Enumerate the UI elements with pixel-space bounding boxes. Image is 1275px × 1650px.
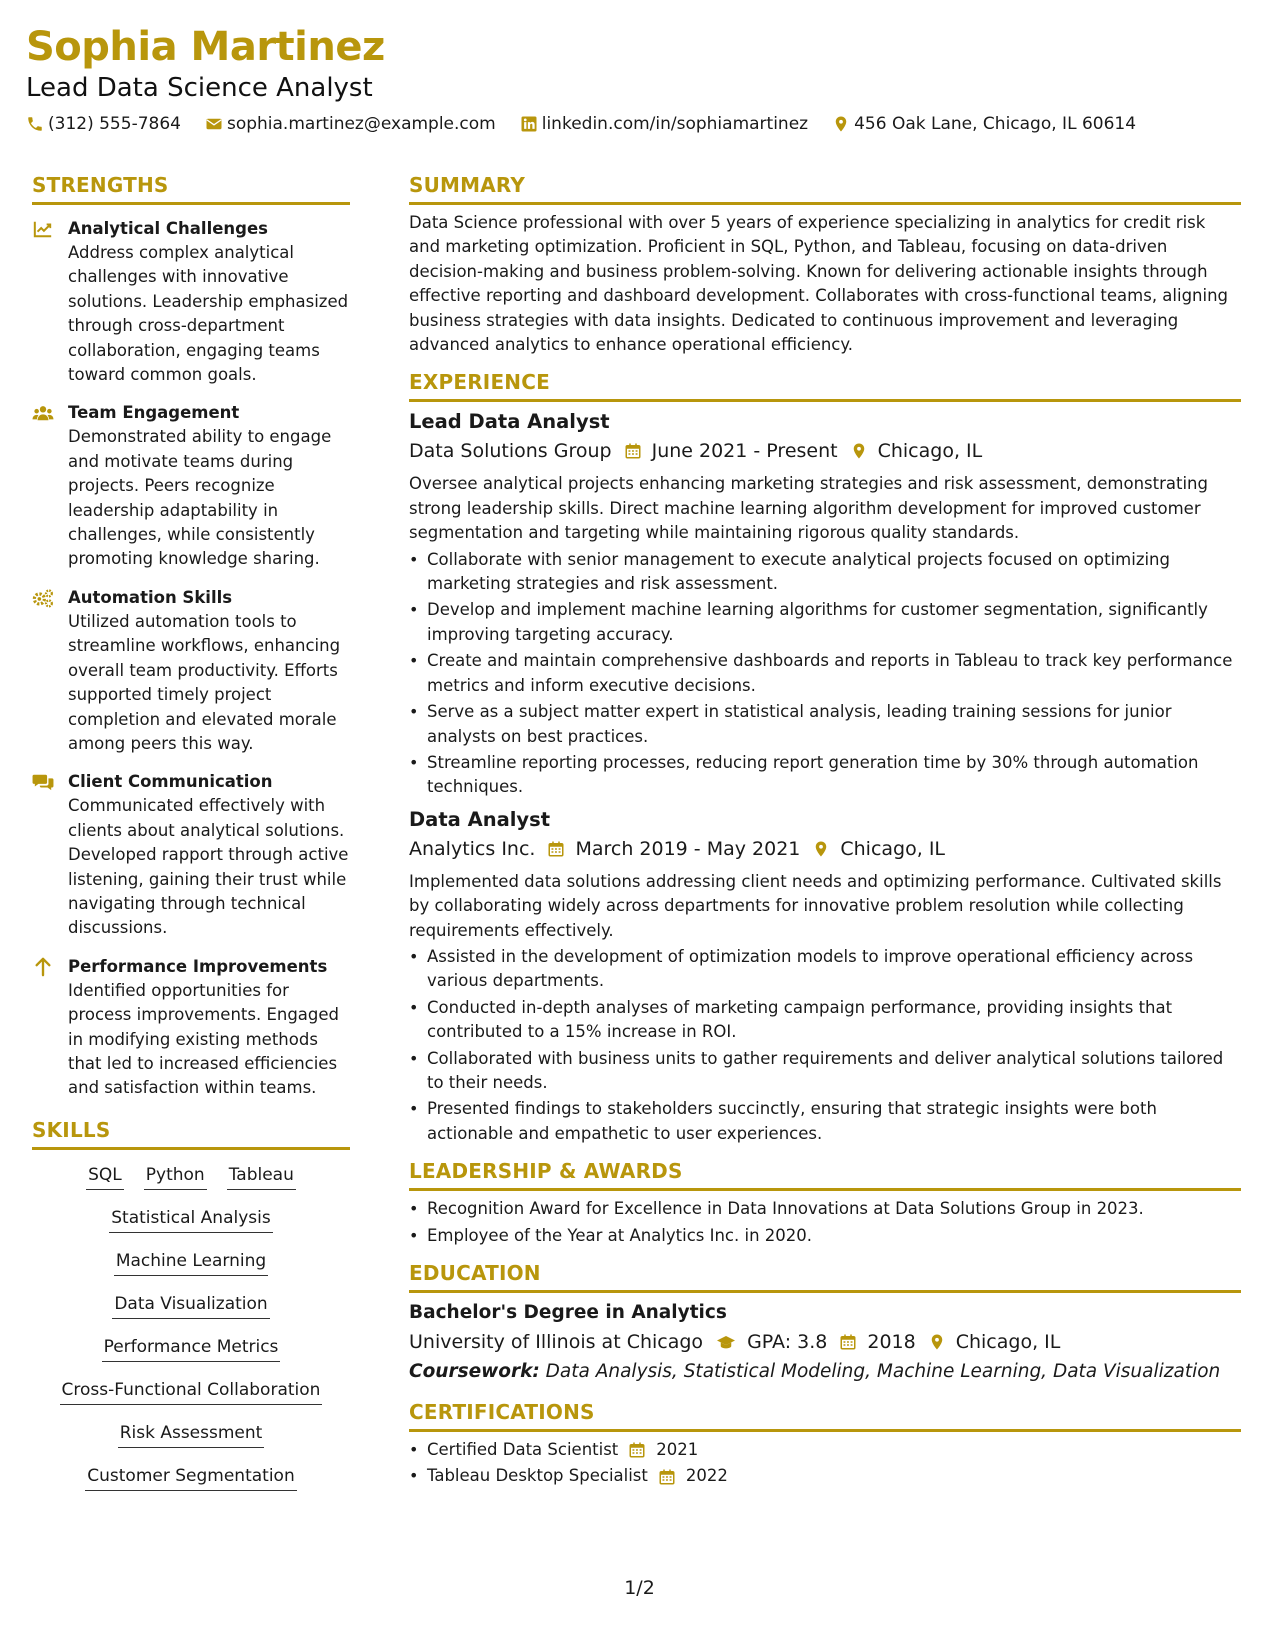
strength-desc: Demonstrated ability to engage and motivate teams during projects. Peers recognize leadership adaptability in challenges, while consistently promoting knowledge sharing. [68,427,332,569]
page-number: 1/2 [624,1577,655,1599]
resume-header [26,22,1249,134]
skill-tag: SQL [86,1164,124,1190]
strength-title: Performance Improvements [68,956,328,976]
calendar-icon [624,442,642,460]
phone-icon [26,115,44,133]
map-marker-icon [832,115,850,133]
skill-tag: Python [144,1164,207,1190]
strengths-list [32,217,350,1101]
skill-row [32,1207,350,1233]
strength-title: Team Engagement [68,403,240,423]
leadership-list [409,1197,1241,1248]
skill-row [32,1164,350,1190]
linkedin-icon [520,115,538,133]
strength-item [32,586,350,756]
graduation-year: 2018 [867,1331,916,1353]
skill-row [32,1250,350,1276]
certifications-list [409,1438,1241,1489]
summary-heading: SUMMARY [409,172,1241,205]
candidate-name: Sophia Martinez [26,24,385,70]
job-meta [409,834,1241,864]
graduation-cap-icon [715,1333,737,1351]
job-location-group [850,436,983,466]
list-item: • Serve as a subject matter expert in statistical analysis, leading training sessions for junior analysts on best practices. [409,700,1241,749]
job-entry [409,408,1241,799]
skill-tag: Tableau [227,1164,296,1190]
list-item: • Collaborated with business units to gather requirements and deliver analytical solutions tailored to their needs. [409,1047,1241,1096]
list-item: • Assisted in the development of optimization models to improve operational efficiency across various departments. [409,945,1241,994]
coursework-label: Coursework: [409,1361,540,1382]
address-text: 456 Oak Lane, Chicago, IL 60614 [854,114,1137,134]
skill-row [32,1422,350,1448]
contact-phone [26,114,181,134]
cogs-icon [32,588,54,608]
list-item [409,1438,1241,1462]
job-dates-group [547,834,800,864]
leadership-heading: LEADERSHIP & AWARDS [409,1158,1241,1191]
education-location: Chicago, IL [955,1331,1061,1353]
school-name: University of Illinois at Chicago [409,1331,704,1353]
skill-tag: Cross-Functional Collaboration [60,1379,323,1405]
education-heading: EDUCATION [409,1260,1241,1293]
strength-desc: Utilized automation tools to streamline workflows, enhancing overall team productivity. Efforts supported timely project completion and elevated morale among peers this way. [68,611,341,753]
calendar-icon [628,1441,646,1459]
job-location-group [812,834,945,864]
strength-item [32,955,350,1101]
strength-title: Client Communication [68,772,273,792]
strength-item [32,770,350,940]
leadership-section [409,1158,1241,1248]
job-bullets [409,548,1241,800]
skill-tag: Customer Segmentation [85,1465,296,1491]
skill-row [32,1465,350,1491]
list-item: • Conducted in-depth analyses of marketing campaign performance, providing insights that contributed to a 15% increase in ROI. [409,996,1241,1045]
skill-row [32,1379,350,1405]
strength-title: Automation Skills [68,587,233,607]
skill-tag: Statistical Analysis [109,1207,272,1233]
phone-text: (312) 555-7864 [48,114,181,134]
list-item: • Recognition Award for Excellence in Data Innovations at Data Solutions Group in 2023. [409,1197,1241,1221]
job-location: Chicago, IL [840,837,946,860]
job-title: Lead Data Analyst [409,410,610,434]
skill-tag: Data Visualization [112,1293,269,1319]
skill-row [32,1293,350,1319]
linkedin-text[interactable]: linkedin.com/in/sophiamartinez [541,114,809,134]
arrow-up-icon [32,957,54,977]
skill-tag: Machine Learning [114,1250,268,1276]
job-dates-group [624,436,838,466]
job-description: Implemented data solutions addressing client needs and optimizing performance. Cultivated skills by collaborating widely across departments for innovative problem resolution while collecting requirements effectively. [409,871,1222,940]
left-column [32,172,350,1508]
users-icon [32,403,54,423]
list-item: • Develop and implement machine learning algorithms for customer segmentation, significantly improving targeting accuracy. [409,598,1241,647]
contact-email[interactable] [205,114,496,134]
job-company: Data Solutions Group [409,440,612,463]
coursework [409,1357,1241,1387]
right-column [409,172,1241,1491]
map-marker-icon [850,442,868,460]
gpa-group [715,1327,827,1357]
job-title: Data Analyst [409,807,551,831]
envelope-icon [205,115,223,133]
calendar-icon [658,1468,676,1486]
calendar-icon [547,840,565,858]
job-meta [409,436,1241,466]
cert-name: • Certified Data Scientist [427,1440,619,1459]
chart-line-icon [32,219,54,239]
candidate-title: Lead Data Science Analyst [26,73,373,103]
list-item: • Presented findings to stakeholders succinctly, ensuring that strategic insights were both actionable and empathetic to user experiences. [409,1097,1241,1146]
certifications-section [409,1399,1241,1489]
list-item: • Employee of the Year at Analytics Inc. in 2020. [409,1224,1241,1248]
list-item: • Collaborate with senior management to execute analytical projects focused on optimizing marketing strategies and risk assessment. [409,548,1241,597]
list-item [409,1464,1241,1488]
list-item: • Streamline reporting processes, reducing report generation time by 30% through automation techniques. [409,751,1241,800]
strengths-heading: STRENGTHS [32,172,350,205]
strength-desc: Identified opportunities for process improvements. Engaged in modifying existing methods that led to increased efficiencies and satisfaction within teams. [68,980,340,1098]
job-dates: March 2019 - May 2021 [575,837,801,860]
coursework-text: Data Analysis, Statistical Modeling, Machine Learning, Data Visualization [545,1361,1221,1382]
experience-heading: EXPERIENCE [409,369,1241,402]
education-meta [409,1327,1241,1357]
skill-tag: Performance Metrics [102,1336,281,1362]
year-group [839,1327,915,1357]
contact-address [832,114,1136,134]
education-section [409,1260,1241,1387]
certifications-heading: CERTIFICATIONS [409,1399,1241,1432]
job-dates: June 2021 - Present [651,440,838,463]
degree-title: Bachelor's Degree in Analytics [409,1302,727,1323]
list-item: • Create and maintain comprehensive dashboards and reports in Tableau to track key performance metrics and inform executive decisions. [409,649,1241,698]
cert-year: 2022 [685,1466,728,1486]
job-location: Chicago, IL [877,440,983,463]
skill-row [32,1336,350,1362]
skill-tag: Risk Assessment [118,1422,265,1448]
strength-desc: Address complex analytical challenges with innovative solutions. Leadership emphasized through cross-department collaboration, engaging teams toward common goals. [68,243,349,385]
map-marker-icon [928,1333,946,1351]
email-text[interactable]: sophia.martinez@example.com [226,114,496,134]
strength-desc: Communicated effectively with clients about analytical solutions. Developed rapport through active listening, gaining their trust while navigating through technical discussions. [68,796,349,938]
job-description: Oversee analytical projects enhancing marketing strategies and risk assessment, demonstrating strong leadership skills. Direct machine learning algorithm development for improved customer segmentation and targeting while maintaining rigorous quality standards. [409,474,1208,543]
strength-item [32,401,350,571]
skills-list [32,1164,350,1491]
strength-title: Analytical Challenges [68,219,268,238]
summary-text: Data Science professional with over 5 years of experience specializing in analytics for credit risk and marketing optimization. Proficient in SQL, Python, and Tableau, focusing on data-driven decision-making and business problem-solving. Known for delivering actionable insights through effective reporting and dashboard development. Collaborates with cross-functional teams, aligning business strategies with data insights. Dedicated to continuous improvement and leveraging advanced analytics to enhance operational efficiency. [409,213,1229,355]
cert-year: 2021 [656,1440,699,1459]
calendar-icon [839,1333,857,1351]
cert-name: • Tableau Desktop Specialist [427,1466,648,1486]
education-location-group [928,1327,1061,1357]
contact-bar [26,114,1249,134]
job-bullets [409,945,1241,1146]
contact-linkedin[interactable] [520,114,808,134]
map-marker-icon [812,840,830,858]
skills-heading: SKILLS [32,1117,350,1150]
comments-icon [32,772,54,792]
strength-item [32,217,350,387]
job-company: Analytics Inc. [409,837,536,860]
job-entry [409,806,1241,1146]
gpa-text: GPA: 3.8 [747,1331,828,1353]
